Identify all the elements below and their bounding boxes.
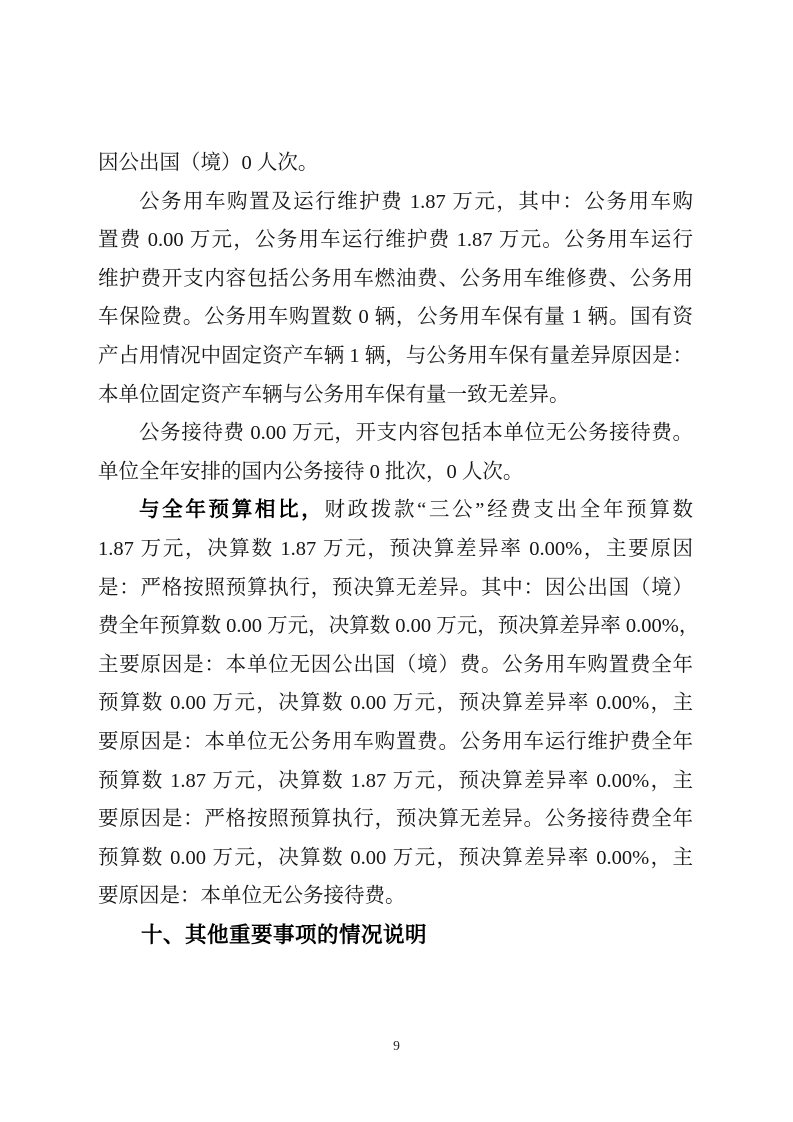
text-line: 因公出国（境）0 人次。: [98, 152, 319, 174]
text-line: 是：严格按照预算执行，预决算无差异。其中：因公出国（境）: [98, 576, 693, 599]
text-line: 主要原因是：本单位无因公出国（境）费。公务用车购置费全年: [98, 653, 693, 676]
text-line: 单位全年安排的国内公务接待 0 批次，0 人次。: [98, 460, 524, 483]
section-heading: 十、其他重要事项的情况说明: [141, 922, 428, 947]
text-line: 1.87 万元，决算数 1.87 万元，预决算差异率 0.00%，主要原因: [98, 537, 693, 560]
text-line: 置费 0.00 万元，公务用车运行维护费 1.87 万元。公务用车运行: [98, 229, 693, 252]
text-line: [98, 491, 693, 530]
text-line: 车保险费。公务用车购置数 0 辆，公务用车保有量 1 辆。国有资: [98, 306, 693, 329]
text-line: 要原因是：本单位无公务用车购置费。公务用车运行维护费全年: [98, 730, 693, 753]
document-body: [98, 144, 700, 954]
text-line: 要原因是：本单位无公务接待费。: [98, 885, 406, 908]
text-line: 本单位固定资产车辆与公务用车保有量一致无差异。: [98, 383, 570, 406]
text-line: 产占用情况中固定资产车辆 1 辆，与公务用车保有量差异原因是：: [98, 344, 693, 367]
text-line: 公务接待费 0.00 万元，开支内容包括本单位无公务接待费。: [139, 422, 693, 445]
text-line: 维护费开支内容包括公务用车燃油费、公务用车维修费、公务用: [98, 267, 693, 290]
bold-lead-text: 与全年预算相比，: [139, 499, 325, 522]
line-text: 财政拨款“三公”经费支出全年预算数: [324, 499, 693, 522]
page-number: 9: [393, 1038, 400, 1053]
text-line: 要原因是：严格按照预算执行，预决算无差异。公务接待费全年: [98, 808, 693, 831]
text-line: 费全年预算数 0.00 万元，决算数 0.00 万元，预决算差异率 0.00%，: [98, 615, 700, 638]
text-line: 预算数 0.00 万元，决算数 0.00 万元，预决算差异率 0.00%，主: [98, 846, 693, 869]
text-line: 预算数 1.87 万元，决算数 1.87 万元，预决算差异率 0.00%，主: [98, 769, 693, 792]
text-line: 预算数 0.00 万元，决算数 0.00 万元，预决算差异率 0.00%，主: [98, 692, 693, 715]
text-line: 公务用车购置及运行维护费 1.87 万元，其中：公务用车购: [139, 190, 693, 213]
